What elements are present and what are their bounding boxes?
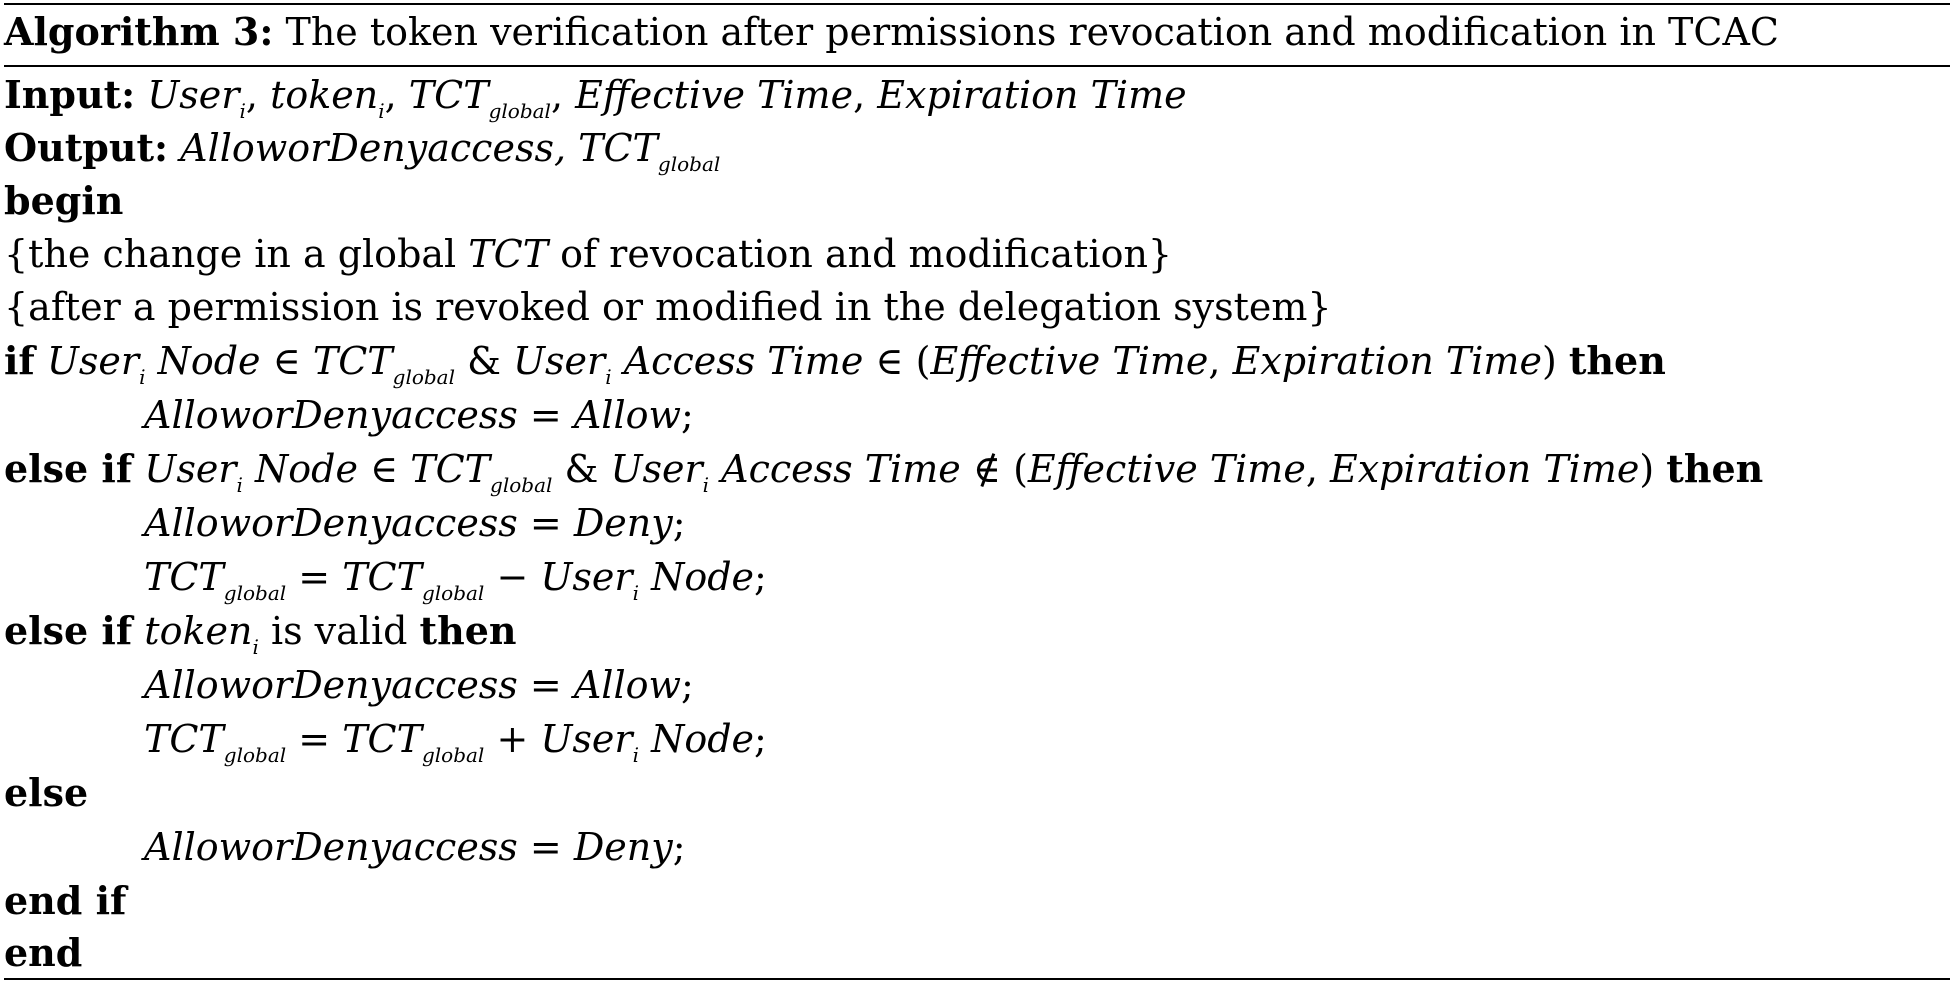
- var-sub: global: [223, 581, 287, 605]
- output-tct-sub: global: [657, 152, 721, 176]
- var-node: Node: [254, 447, 358, 491]
- var-tct: TCT: [144, 717, 224, 761]
- var-access-time: Access Time: [623, 339, 864, 383]
- else-if-condition: [4, 446, 1764, 497]
- input-line: [4, 72, 1187, 123]
- comment-text: of revocation and modification}: [548, 232, 1173, 276]
- and-symbol: &: [564, 447, 599, 491]
- output-keyword: Output:: [4, 125, 169, 170]
- then-keyword: then: [419, 608, 517, 653]
- statement: [144, 392, 694, 438]
- var-sub: i: [632, 743, 639, 767]
- element-of-symbol: ∈: [370, 447, 399, 491]
- and-symbol: &: [467, 339, 501, 383]
- equals-symbol: =: [529, 663, 562, 707]
- comment-line: {after a permission is revoked or modified in the delegation system}: [4, 285, 1332, 329]
- var-allow-or-deny: AlloworDenyaccess: [144, 825, 518, 869]
- plus-symbol: +: [496, 717, 529, 761]
- input-sep: ,: [550, 73, 564, 117]
- var-sub: i: [236, 473, 243, 497]
- if-keyword: if: [4, 338, 35, 383]
- var-user: User: [540, 555, 633, 599]
- var-user: User: [513, 339, 606, 383]
- header-rule: [4, 65, 1950, 67]
- semicolon: ;: [754, 717, 767, 761]
- var-token: token: [144, 609, 253, 653]
- bottom-rule: [4, 978, 1950, 980]
- value-allow: Allow: [573, 663, 681, 707]
- statement: [144, 554, 767, 605]
- semicolon: ;: [672, 501, 686, 545]
- value-allow: Allow: [573, 393, 681, 437]
- statement: [144, 500, 686, 546]
- semicolon: ;: [681, 663, 694, 707]
- var-user: User: [610, 447, 703, 491]
- equals-symbol: =: [298, 555, 331, 599]
- var-sub: global: [421, 743, 485, 767]
- comment-text: {the change in a global: [4, 232, 469, 276]
- input-sep: ,: [245, 73, 258, 117]
- var-sub: i: [139, 365, 146, 389]
- equals-symbol: =: [529, 501, 562, 545]
- output-line: [4, 125, 721, 176]
- end-if-keyword: end if: [4, 878, 127, 923]
- semicolon: ;: [754, 555, 767, 599]
- then-keyword: then: [1568, 338, 1666, 383]
- element-of-symbol: ∈: [875, 339, 904, 383]
- algorithm-label: Algorithm 3:: [4, 9, 274, 54]
- input-tct: TCT: [408, 73, 489, 117]
- var-tct: TCT: [342, 717, 422, 761]
- var-effective-time: Effective Time: [930, 339, 1209, 383]
- input-expiration-time: Expiration Time: [877, 73, 1187, 117]
- var-expiration-time: Expiration Time: [1232, 339, 1542, 383]
- var-node: Node: [157, 339, 261, 383]
- var-sub: i: [252, 635, 259, 659]
- then-keyword: then: [1666, 446, 1764, 491]
- var-sub: i: [605, 365, 612, 389]
- input-tct-sub: global: [488, 99, 551, 123]
- equals-symbol: =: [298, 717, 331, 761]
- value-deny: Deny: [573, 501, 673, 545]
- comma: ,: [1208, 339, 1221, 383]
- semicolon: ;: [672, 825, 686, 869]
- begin-keyword: begin: [4, 178, 124, 223]
- var-sub: i: [702, 473, 710, 497]
- not-element-of-symbol: ∉: [972, 447, 1001, 491]
- else-if-condition: [4, 608, 517, 659]
- var-allow-or-deny: AlloworDenyaccess: [144, 393, 518, 437]
- paren: ): [1541, 339, 1557, 383]
- statement: [144, 824, 686, 870]
- var-sub: global: [223, 743, 287, 767]
- else-if-keyword: else if: [4, 446, 133, 491]
- var-user: User: [46, 339, 140, 383]
- equals-symbol: =: [529, 393, 562, 437]
- semicolon: ;: [681, 393, 694, 437]
- else-if-keyword: else if: [4, 608, 133, 653]
- var-node: Node: [651, 717, 755, 761]
- var-effective-time: Effective Time: [1027, 447, 1306, 491]
- input-effective-time: Effective Time: [575, 73, 854, 117]
- paren: (: [915, 339, 931, 383]
- comma: ,: [1305, 447, 1318, 491]
- algorithm-header: [4, 9, 1779, 55]
- input-user-sub: i: [239, 99, 246, 123]
- statement: [144, 662, 694, 708]
- condition-text: is valid: [270, 609, 408, 653]
- top-rule: [4, 3, 1950, 5]
- input-token-sub: i: [378, 99, 385, 123]
- comment-var: TCT: [468, 232, 549, 276]
- var-tct: TCT: [342, 555, 422, 599]
- var-sub: i: [632, 581, 639, 605]
- input-user: User: [147, 73, 240, 117]
- value-deny: Deny: [573, 825, 673, 869]
- equals-symbol: =: [529, 825, 562, 869]
- else-keyword: else: [4, 770, 89, 815]
- var-tct: TCT: [410, 447, 491, 491]
- var-tct: TCT: [312, 339, 393, 383]
- var-access-time: Access Time: [721, 447, 961, 491]
- input-sep: ,: [853, 73, 866, 117]
- paren: (: [1013, 447, 1028, 491]
- var-node: Node: [651, 555, 755, 599]
- input-sep: ,: [384, 73, 397, 117]
- comment-line: [4, 231, 1172, 277]
- if-condition: [4, 338, 1666, 389]
- element-of-symbol: ∈: [272, 339, 301, 383]
- var-expiration-time: Expiration Time: [1330, 447, 1640, 491]
- var-sub: global: [392, 365, 456, 389]
- paren: ): [1639, 447, 1655, 491]
- input-token: token: [270, 73, 379, 117]
- var-user: User: [144, 447, 237, 491]
- var-tct: TCT: [144, 555, 224, 599]
- output-tct: TCT: [578, 126, 658, 170]
- output-value: AlloworDenyaccess,: [180, 126, 567, 170]
- statement: [144, 716, 767, 767]
- var-sub: global: [421, 581, 485, 605]
- input-keyword: Input:: [4, 72, 136, 117]
- end-keyword: end: [4, 930, 83, 975]
- var-allow-or-deny: AlloworDenyaccess: [144, 501, 518, 545]
- minus-symbol: −: [496, 555, 529, 599]
- var-allow-or-deny: AlloworDenyaccess: [144, 663, 518, 707]
- algorithm-title: The token verification after permissions revocation and modification in TCAC: [285, 10, 1779, 54]
- var-sub: global: [490, 473, 553, 497]
- var-user: User: [540, 717, 633, 761]
